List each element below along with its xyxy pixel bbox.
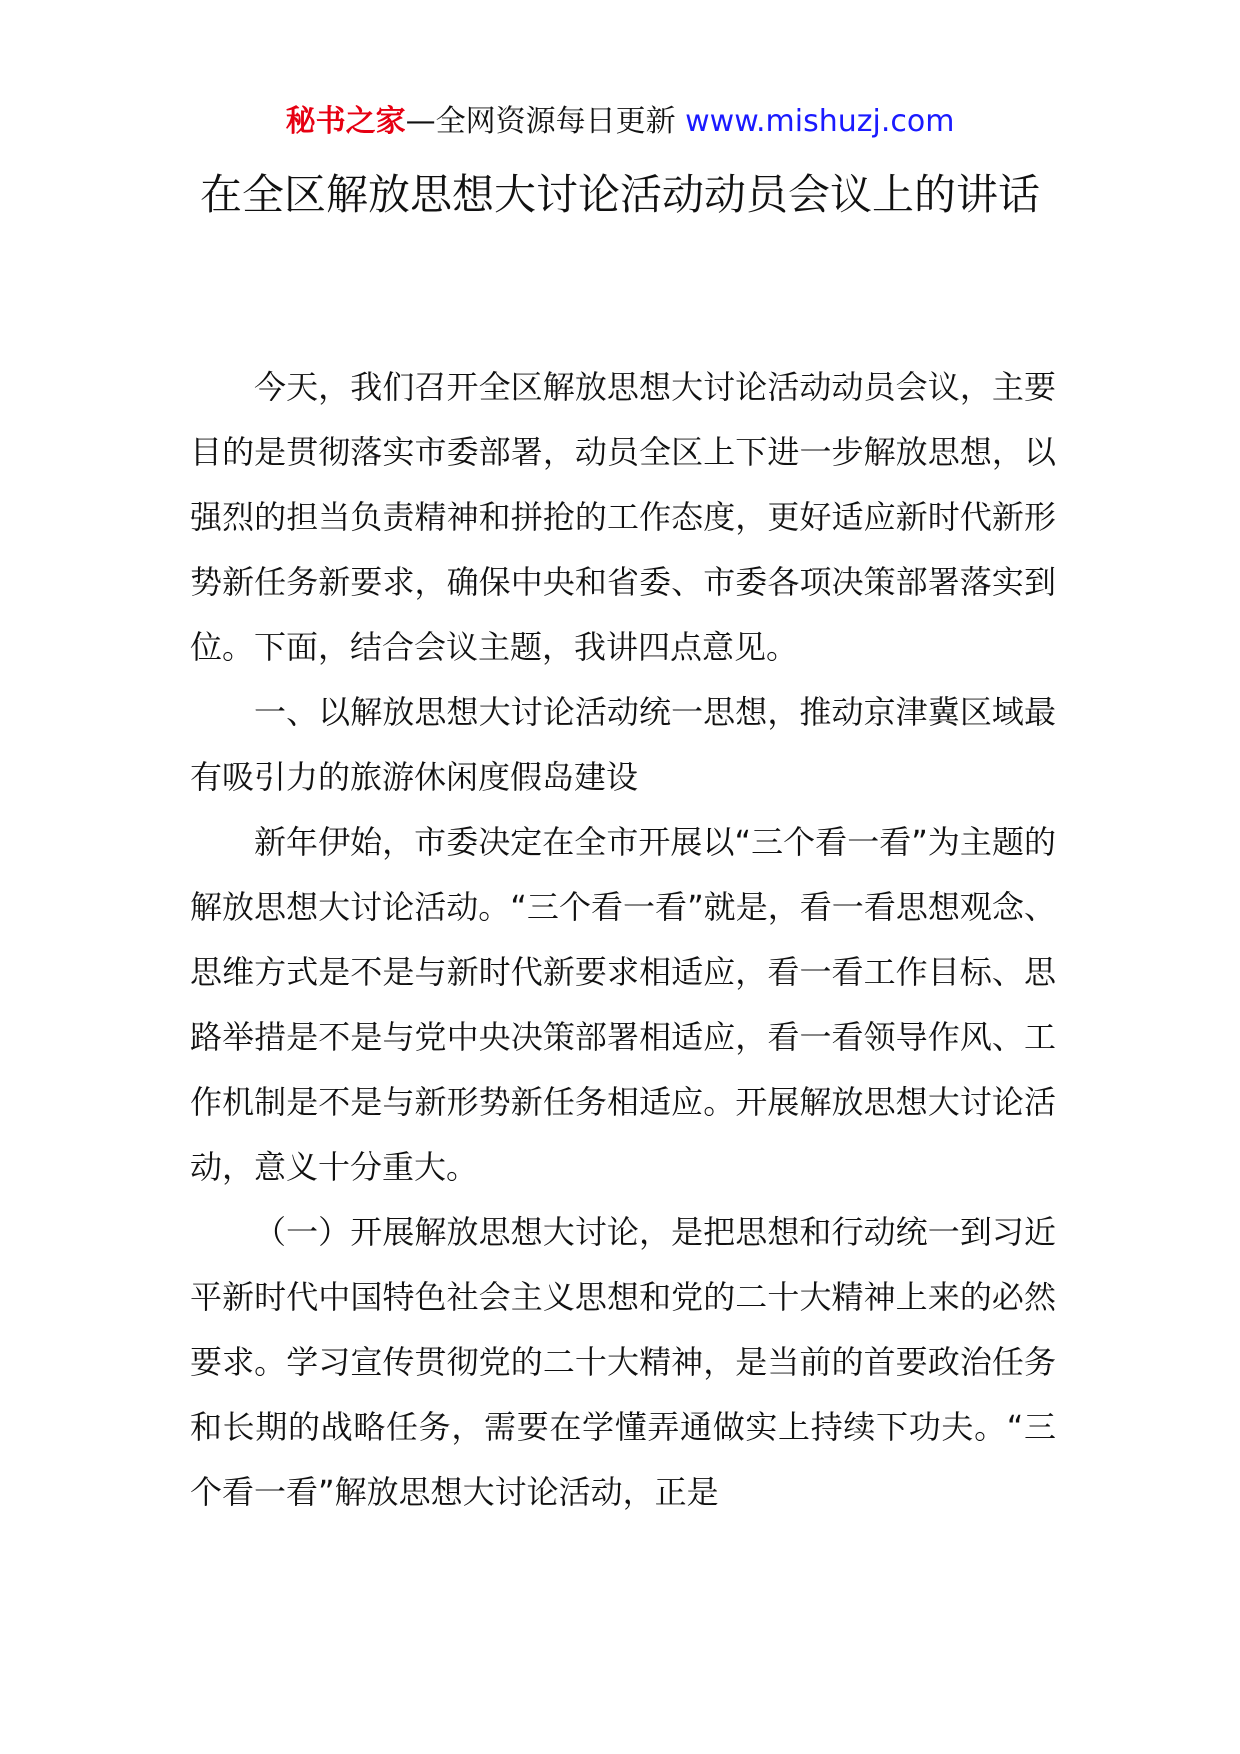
section-heading-1: 一、以解放思想大讨论活动统一思想，推动京津冀区域最有吸引力的旅游休闲度假岛建设: [190, 693, 1056, 796]
site-banner: [0, 100, 1240, 144]
paragraph-background: 新年伊始，市委决定在全市开展以“三个看一看”为主题的解放思想大讨论活动。“三个看一看”就是，看一看思想观念、思维方式是不是与新时代新要求相适应，看一看工作目标、思路举措是不是与党中央决策部署相适应，看一看领导作风、工作机制是不是与新形势新任务相适应。开展解放思想大讨论活动，意义十分重大。: [190, 823, 1056, 1186]
document-title: 在全区解放思想大讨论活动动员会议上的讲话: [199, 170, 1040, 219]
site-url-link[interactable]: www.mishuzj.com: [685, 104, 955, 139]
paragraph-intro: 今天，我们召开全区解放思想大讨论活动动员会议，主要目的是贯彻落实市委部署，动员全区上下进一步解放思想，以强烈的担当负责精神和拼抢的工作态度，更好适应新时代新形势新任务新要求，确保中央和省委、市委各项决策部署落实到位。下面，结合会议主题，我讲四点意见。: [190, 368, 1056, 666]
paragraph-point-1: （一）开展解放思想大讨论，是把思想和行动统一到习近平新时代中国特色社会主义思想和党的二十大精神上来的必然要求。学习宣传贯彻党的二十大精神，是当前的首要政治任务和长期的战略任务，需要在学懂弄通做实上持续下功夫。“三个看一看”解放思想大讨论活动，正是: [190, 1213, 1056, 1511]
document-body: [190, 355, 1056, 1525]
banner-tagline: —全网资源每日更新: [405, 104, 686, 139]
brand-name: 秘书之家: [285, 104, 406, 139]
